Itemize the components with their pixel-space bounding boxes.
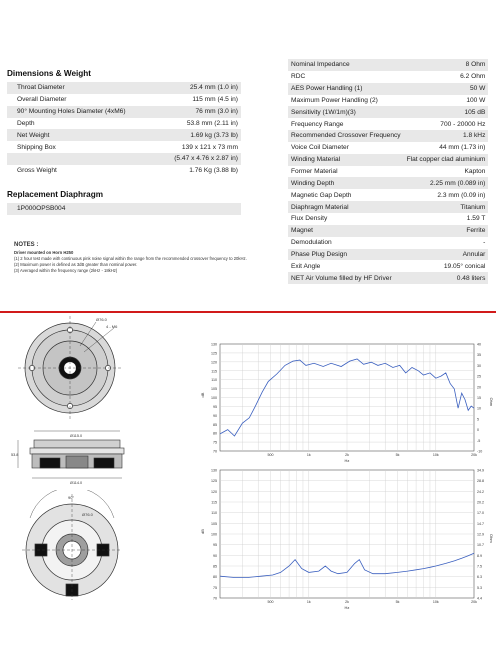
bottom-dim-2-label: Ø76.0 [82, 512, 93, 517]
spec-value: 139 x 121 x 73 mm [156, 141, 241, 153]
dimension-row [7, 106, 241, 118]
top-dim-2-label: 4 - M6 [106, 324, 118, 329]
y-right-tick-label: 30 [477, 363, 481, 368]
specification-row [288, 249, 488, 261]
y-right-tick-label: -5 [477, 438, 481, 443]
y-tick-label: 125 [211, 351, 217, 356]
y-tick-label: 70 [213, 449, 217, 454]
dimension-row [7, 153, 241, 165]
spec-label: Voice Coil Diameter [288, 142, 404, 154]
y-right-tick-label: 8.9 [477, 553, 482, 558]
dimension-row [7, 82, 241, 94]
y-right-tick-label: 5 [477, 417, 479, 422]
specifications-table [288, 59, 488, 284]
specification-row [288, 237, 488, 249]
spec-value: 25.4 mm (1.0 in) [156, 82, 241, 94]
y-right-axis-label: Ohm [489, 534, 494, 543]
y-tick-label: 130 [211, 342, 217, 347]
spec-label: Magnetic Gap Depth [288, 189, 404, 201]
spec-label: Winding Depth [288, 177, 404, 189]
x-tick-label: 2k [345, 453, 349, 457]
specification-row [288, 213, 488, 225]
spec-value: 19.05° conical [404, 260, 489, 272]
spec-label: Flux Density [288, 213, 404, 225]
specification-row [288, 225, 488, 237]
y-tick-label: 120 [211, 489, 217, 494]
notes-subtitle: Driver mounted on Horn H250 [14, 250, 74, 255]
side-dim-2-label: Ø114.0 [70, 481, 83, 485]
impedance-plot [198, 464, 494, 610]
dimension-row [7, 94, 241, 106]
specification-row [288, 260, 488, 272]
dimension-row [7, 118, 241, 130]
y-tick-label: 130 [211, 468, 217, 473]
y-tick-label: 80 [213, 431, 217, 436]
spec-label: Diaphragm Material [288, 201, 404, 213]
replacement-part-number: 1P000OPSB004 [7, 203, 241, 215]
spec-label: Gross Weight [7, 165, 156, 177]
spec-label: Net Weight [7, 129, 156, 141]
y-right-tick-label: 7.5 [477, 564, 482, 569]
side-view-drawing [10, 428, 132, 488]
specification-row [288, 95, 488, 107]
top-dim-1-label: Ø76.0 [96, 317, 107, 322]
x-tick-label: 500 [267, 600, 274, 604]
side-dim-1-label: Ø115.0 [70, 434, 83, 438]
y-tick-label: 70 [213, 596, 217, 601]
specification-row [288, 118, 488, 130]
spec-label: Demodulation [288, 237, 404, 249]
y-right-tick-label: 17.0 [477, 511, 484, 516]
spec-label: Magnet [288, 225, 404, 237]
spec-value: 76 mm (3.0 in) [156, 106, 241, 118]
spec-label: Frequency Range [288, 118, 404, 130]
spec-value: 1.76 Kg (3.88 lb) [156, 165, 241, 177]
y-right-axis-label: Ohm [489, 397, 494, 407]
spec-label: Overall Diameter [7, 94, 156, 106]
y-tick-label: 115 [211, 369, 217, 374]
spec-label: Winding Material [288, 154, 404, 166]
y-right-tick-label: 14.7 [477, 521, 484, 526]
y-tick-label: 90 [213, 553, 217, 558]
y-tick-label: 85 [213, 422, 217, 427]
spec-label: AES Power Handling (1) [288, 83, 404, 95]
spec-value: 0.48 liters [404, 272, 489, 284]
spec-label: Exit Angle [288, 260, 404, 272]
spec-value: 1.8 kHz [404, 130, 489, 142]
y-tick-label: 120 [211, 360, 217, 365]
y-axis-label: dB [200, 392, 205, 398]
notes-block [14, 242, 254, 274]
spec-value: - [404, 237, 489, 249]
note-item: (3) Averaged within the frequency range (2kHz - 18kHz) [14, 268, 118, 273]
frequency-response-plot [198, 338, 494, 463]
y-tick-label: 85 [213, 564, 217, 569]
dimension-row [7, 141, 241, 153]
y-tick-label: 110 [211, 378, 217, 383]
specification-row [288, 166, 488, 178]
y-right-tick-label: -10 [477, 449, 483, 454]
y-tick-label: 75 [213, 440, 217, 445]
specification-row [288, 83, 488, 95]
y-tick-label: 105 [211, 387, 217, 392]
bottom-view-drawing [20, 490, 132, 602]
spec-value: 8 Ohm [404, 59, 489, 71]
x-tick-label: 5k [395, 453, 400, 457]
spec-label: Phase Plug Design [288, 249, 404, 261]
replacement-row [7, 203, 241, 215]
spec-label [7, 153, 156, 165]
y-tick-label: 105 [211, 521, 217, 526]
bottom-dim-1-label: 90° [68, 495, 75, 500]
spec-value: 44 mm (1.73 in) [404, 142, 489, 154]
spec-value: Flat copper clad aluminium [404, 154, 489, 166]
x-tick-label: 20k [471, 600, 477, 604]
dimensions-heading: Dimensions & Weight [7, 69, 92, 78]
spec-label: NET Air Volume filled by HF Driver [288, 272, 404, 284]
y-tick-label: 110 [211, 511, 217, 516]
spec-label: RDC [288, 71, 404, 83]
specification-row [288, 177, 488, 189]
replacement-table [7, 203, 241, 215]
y-right-tick-label: 28.8 [477, 479, 484, 484]
specification-row [288, 189, 488, 201]
spec-label: Shipping Box [7, 141, 156, 153]
specification-row [288, 272, 488, 284]
dimension-row [7, 129, 241, 141]
spec-value: 6.2 Ohm [404, 71, 489, 83]
x-tick-label: 1k [306, 453, 311, 457]
y-tick-label: 80 [213, 575, 217, 580]
dimension-row [7, 165, 241, 177]
x-axis-label: Hz [344, 458, 350, 463]
specification-row [288, 154, 488, 166]
y-right-tick-label: 25 [477, 374, 481, 379]
y-right-tick-label: 10.7 [477, 543, 484, 548]
spec-label: Throat Diameter [7, 82, 156, 94]
notes-title: NOTES : [14, 242, 39, 248]
spec-label: Recommended Crossover Frequency [288, 130, 404, 142]
spec-value: Ferrite [404, 225, 489, 237]
x-axis-label: Hz [344, 605, 350, 610]
y-right-tick-label: 20.2 [477, 500, 484, 505]
spec-value: Kapton [404, 166, 489, 178]
x-tick-label: 500 [267, 453, 274, 457]
y-tick-label: 90 [213, 413, 217, 418]
replacement-heading: Replacement Diaphragm [7, 190, 104, 199]
y-right-tick-label: 24.2 [477, 489, 484, 494]
specification-row [288, 71, 488, 83]
y-right-tick-label: 15 [477, 396, 481, 400]
specification-row [288, 130, 488, 142]
spec-label: 90° Mounting Holes Diameter (4xM6) [7, 106, 156, 118]
dimensions-table [7, 82, 241, 177]
y-right-tick-label: 5.3 [477, 585, 482, 590]
x-tick-label: 2k [345, 600, 349, 604]
spec-value: (5.47 x 4.76 x 2.87 in) [156, 153, 241, 165]
spec-value: 105 dB [404, 106, 489, 118]
specification-row [288, 201, 488, 213]
x-tick-label: 10k [432, 453, 439, 457]
x-tick-label: 1k [306, 600, 311, 604]
spec-label: Sensitivity (1W/1m)(3) [288, 106, 404, 118]
x-tick-label: 20k [471, 453, 477, 457]
spec-value: Titanium [404, 201, 489, 213]
x-tick-label: 5k [395, 600, 400, 604]
y-right-tick-label: 34.9 [477, 468, 484, 473]
y-right-tick-label: 10 [477, 406, 481, 411]
y-tick-label: 95 [213, 404, 217, 409]
y-right-tick-label: 0 [477, 428, 479, 433]
spec-value: 1.69 kg (3.73 lb) [156, 129, 241, 141]
y-axis-label: dB [200, 529, 205, 534]
specification-row [288, 142, 488, 154]
spec-label: Maximum Power Handling (2) [288, 95, 404, 107]
section-divider [0, 311, 496, 313]
y-right-tick-label: 12.9 [477, 532, 484, 537]
y-tick-label: 100 [211, 396, 217, 400]
spec-value: 50 W [404, 83, 489, 95]
x-tick-label: 10k [432, 600, 439, 604]
y-right-tick-label: 6.3 [477, 575, 482, 580]
spec-value: 2.25 mm (0.089 in) [404, 177, 489, 189]
y-right-tick-label: 20 [477, 385, 481, 390]
top-view-drawing [18, 316, 128, 424]
spec-value: 700 - 20000 Hz [404, 118, 489, 130]
spec-value: 1.59 T [404, 213, 489, 225]
y-right-tick-label: 4.4 [477, 596, 482, 601]
spec-label: Former Material [288, 166, 404, 178]
spec-value: 2.3 mm (0.09 in) [404, 189, 489, 201]
spec-label: Depth [7, 118, 156, 130]
y-right-tick-label: 35 [477, 353, 481, 358]
spec-value: Annular [404, 249, 489, 261]
spec-value: 100 W [404, 95, 489, 107]
y-tick-label: 75 [213, 585, 217, 590]
y-tick-label: 115 [211, 500, 217, 505]
spec-value: 53.8 mm (2.11 in) [156, 118, 241, 130]
y-tick-label: 95 [213, 543, 217, 548]
spec-label: Nominal Impedance [288, 59, 404, 71]
y-tick-label: 100 [211, 532, 217, 537]
spec-value: 115 mm (4.5 in) [156, 94, 241, 106]
note-item: (1) 2 hour test made with continuous pink noise signal within the range from the recommended crossover frequency to 20kHz. [14, 256, 247, 261]
side-height-label: 53.8 [11, 453, 19, 457]
specification-row [288, 106, 488, 118]
y-right-tick-label: 40 [477, 342, 481, 347]
specification-row [288, 59, 488, 71]
y-tick-label: 125 [211, 479, 217, 484]
note-item: (2) Maximum power is defined as 3dB greater than nominal power. [14, 262, 138, 267]
